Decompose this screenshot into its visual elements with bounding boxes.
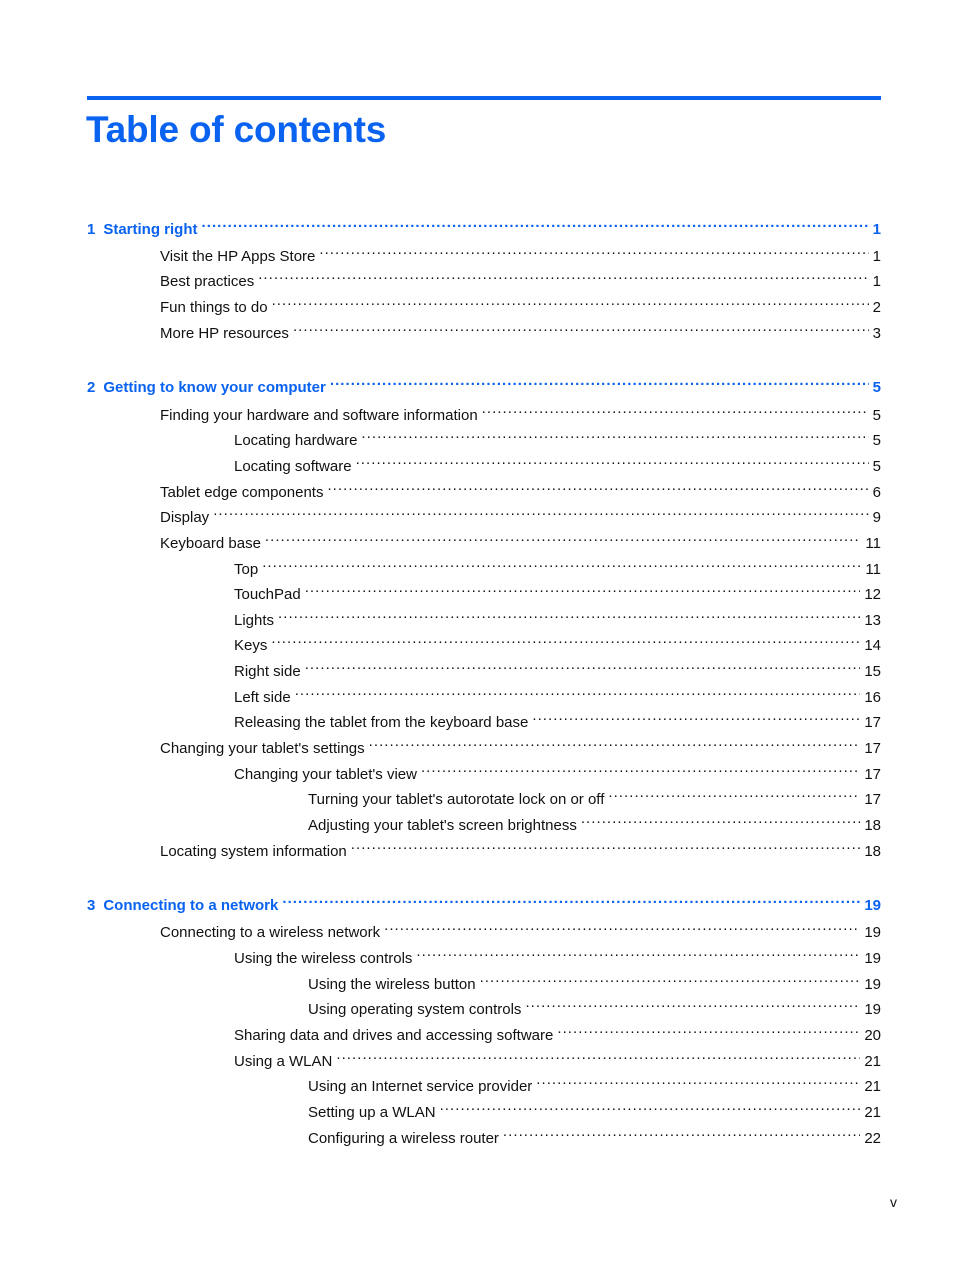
dot-leader — [503, 1123, 860, 1143]
toc-page-number[interactable]: 1 — [872, 273, 881, 290]
chapter-number: 3 — [87, 897, 96, 914]
dot-leader — [295, 682, 861, 702]
toc-entry-title[interactable]: Adjusting your tablet's screen brightness — [308, 817, 577, 834]
toc-page-number[interactable]: 2 — [872, 299, 881, 316]
toc-entry-title[interactable]: Changing your tablet's view — [234, 766, 417, 783]
toc-entry[interactable] — [234, 656, 881, 680]
toc-entry-title[interactable]: Finding your hardware and software information — [160, 407, 478, 424]
toc-entry[interactable] — [234, 682, 881, 706]
dot-leader — [416, 943, 860, 963]
toc-page-number[interactable]: 20 — [864, 1027, 881, 1044]
toc-page-number[interactable]: 21 — [864, 1078, 881, 1095]
toc-page-number[interactable]: 12 — [864, 586, 881, 603]
toc-entry-title[interactable]: Lights — [234, 612, 275, 629]
toc-entry[interactable] — [234, 630, 881, 654]
toc-entry-title[interactable]: Releasing the tablet from the keyboard base — [234, 714, 529, 731]
toc-entry-title[interactable]: Configuring a wireless router — [308, 1130, 499, 1147]
toc-entry-title[interactable]: Right side — [234, 663, 301, 680]
toc-entry-title[interactable]: Best practices — [160, 273, 255, 290]
toc-page-number[interactable]: 15 — [864, 663, 881, 680]
toc-page-number[interactable]: 5 — [872, 407, 881, 424]
toc-page-number[interactable]: 5 — [872, 432, 881, 449]
dot-leader — [480, 969, 861, 989]
dot-leader — [482, 400, 869, 420]
toc-page-number[interactable]: 19 — [864, 950, 881, 967]
toc-page-number[interactable]: 11 — [865, 561, 881, 578]
toc-entry[interactable] — [308, 784, 881, 808]
dot-leader — [202, 214, 869, 234]
toc-entry[interactable] — [160, 477, 881, 501]
dot-leader — [421, 759, 860, 779]
toc-page-number[interactable]: 5 — [872, 379, 881, 396]
toc-entry[interactable] — [160, 836, 881, 860]
dot-leader — [293, 318, 869, 338]
toc-page-number[interactable]: 21 — [864, 1104, 881, 1121]
toc-page-number[interactable]: 1 — [872, 221, 881, 238]
toc-entry[interactable] — [160, 528, 881, 552]
toc-page-number[interactable]: 21 — [864, 1053, 881, 1070]
dot-leader — [361, 425, 868, 445]
toc-entry[interactable] — [160, 241, 881, 265]
toc-entry[interactable] — [234, 425, 881, 449]
toc-entry-title[interactable]: Left side — [234, 689, 291, 706]
toc-entry-title[interactable]: Using the wireless controls — [234, 950, 413, 967]
dot-leader — [557, 1020, 860, 1040]
dot-leader — [262, 554, 861, 574]
toc-entry[interactable] — [234, 943, 881, 967]
page-number: v — [890, 1194, 897, 1210]
toc-entry-title[interactable]: Locating software — [234, 458, 352, 475]
toc-entry-title[interactable]: Display — [160, 509, 210, 526]
dot-leader — [440, 1097, 861, 1117]
toc-entry[interactable] — [234, 579, 881, 603]
toc-chapter-entry[interactable] — [87, 890, 881, 914]
toc-page-number[interactable]: 18 — [864, 843, 881, 860]
toc-entry-title[interactable]: Top — [234, 561, 259, 578]
title-rule — [87, 96, 881, 100]
dot-leader — [327, 477, 868, 497]
dot-leader — [581, 810, 860, 830]
toc-entry[interactable] — [160, 502, 881, 526]
dot-leader — [305, 656, 861, 676]
toc-page-number[interactable]: 22 — [864, 1130, 881, 1147]
dot-leader — [330, 372, 869, 392]
toc-entry-title[interactable]: Connecting to a network — [103, 897, 279, 914]
toc-entry[interactable] — [160, 917, 881, 941]
toc-entry-title[interactable]: Locating system information — [160, 843, 347, 860]
toc-entry-title[interactable]: Locating hardware — [234, 432, 358, 449]
toc-entry-title[interactable]: Using the wireless button — [308, 976, 476, 993]
toc-page-number[interactable]: 11 — [865, 535, 881, 552]
dot-leader — [356, 451, 869, 471]
dot-leader — [336, 1046, 860, 1066]
toc-entry-title[interactable]: Getting to know your computer — [103, 379, 326, 396]
chapter-number: 2 — [87, 379, 96, 396]
toc-entry-title[interactable]: Using an Internet service provider — [308, 1078, 533, 1095]
toc-entry[interactable] — [160, 292, 881, 316]
toc-page-number[interactable]: 19 — [864, 976, 881, 993]
toc-entry-title[interactable]: Setting up a WLAN — [308, 1104, 436, 1121]
dot-leader — [272, 292, 869, 312]
toc-entry[interactable] — [160, 400, 881, 424]
toc-entry-title[interactable]: Starting right — [103, 221, 198, 238]
toc-entry-title[interactable]: Changing your tablet's settings — [160, 740, 365, 757]
toc-page-number[interactable]: 19 — [864, 1001, 881, 1018]
toc-page-number[interactable]: 17 — [864, 714, 881, 731]
toc-page-number[interactable]: 19 — [864, 897, 881, 914]
dot-leader — [258, 266, 868, 286]
dot-leader — [305, 579, 861, 599]
toc-page-number[interactable]: 16 — [864, 689, 881, 706]
dot-leader — [369, 733, 861, 753]
toc-entry[interactable] — [234, 605, 881, 629]
toc-entry-title[interactable]: Fun things to do — [160, 299, 268, 316]
dot-leader — [525, 994, 860, 1014]
toc-entry[interactable] — [308, 994, 881, 1018]
dot-leader — [278, 605, 860, 625]
toc-entry[interactable] — [308, 969, 881, 993]
dot-leader — [271, 630, 860, 650]
dot-leader — [384, 917, 860, 937]
toc-entry-title[interactable]: Tablet edge components — [160, 484, 324, 501]
dot-leader — [351, 836, 861, 856]
toc-entry-title[interactable]: TouchPad — [234, 586, 301, 603]
dot-leader — [532, 707, 860, 727]
toc-page-number[interactable]: 14 — [864, 637, 881, 654]
toc-entry[interactable] — [308, 1071, 881, 1095]
toc-entry[interactable] — [234, 707, 881, 731]
toc-page-number[interactable]: 1 — [872, 248, 881, 265]
toc-entry-title[interactable]: Using operating system controls — [308, 1001, 522, 1018]
toc-entry-title[interactable]: Visit the HP Apps Store — [160, 248, 316, 265]
dot-leader — [213, 502, 868, 522]
toc-entry[interactable] — [234, 1020, 881, 1044]
toc-page-number[interactable]: 17 — [864, 740, 881, 757]
dot-leader — [608, 784, 860, 804]
toc-entry-title[interactable]: More HP resources — [160, 325, 289, 342]
toc-chapter-entry[interactable] — [87, 372, 881, 396]
toc-entry[interactable] — [234, 759, 881, 783]
toc-page-number[interactable]: 17 — [864, 766, 881, 783]
dot-leader — [536, 1071, 860, 1091]
toc-entry[interactable] — [160, 733, 881, 757]
dot-leader — [265, 528, 862, 548]
toc-chapter-entry[interactable] — [87, 214, 881, 238]
toc-page-number[interactable]: 5 — [872, 458, 881, 475]
toc-page-number[interactable]: 6 — [872, 484, 881, 501]
toc-entry[interactable] — [234, 1046, 881, 1070]
toc-entry-title[interactable]: Using a WLAN — [234, 1053, 333, 1070]
toc-page-number[interactable]: 13 — [864, 612, 881, 629]
toc-entry[interactable] — [308, 810, 881, 834]
toc-entry-title[interactable]: Sharing data and drives and accessing software — [234, 1027, 554, 1044]
toc-page-number[interactable]: 3 — [872, 325, 881, 342]
toc-page-number[interactable]: 19 — [864, 924, 881, 941]
toc-page-number[interactable]: 9 — [872, 509, 881, 526]
toc-entry-title[interactable]: Keyboard base — [160, 535, 261, 552]
toc-entry[interactable] — [234, 451, 881, 475]
toc-entry-title[interactable]: Connecting to a wireless network — [160, 924, 381, 941]
toc-entry-title[interactable]: Turning your tablet's autorotate lock on or off — [308, 791, 605, 808]
dot-leader — [319, 241, 868, 261]
toc-entry[interactable] — [234, 554, 881, 578]
toc-entry[interactable] — [160, 318, 881, 342]
page-title: Table of contents — [86, 109, 387, 150]
toc-entry[interactable] — [160, 266, 881, 290]
toc-page-number[interactable]: 17 — [864, 791, 881, 808]
toc-entry-title[interactable]: Keys — [234, 637, 268, 654]
dot-leader — [282, 890, 860, 910]
toc-page-number[interactable]: 18 — [864, 817, 881, 834]
toc-entry[interactable] — [308, 1123, 881, 1147]
toc-entry[interactable] — [308, 1097, 881, 1121]
chapter-number: 1 — [87, 221, 96, 238]
